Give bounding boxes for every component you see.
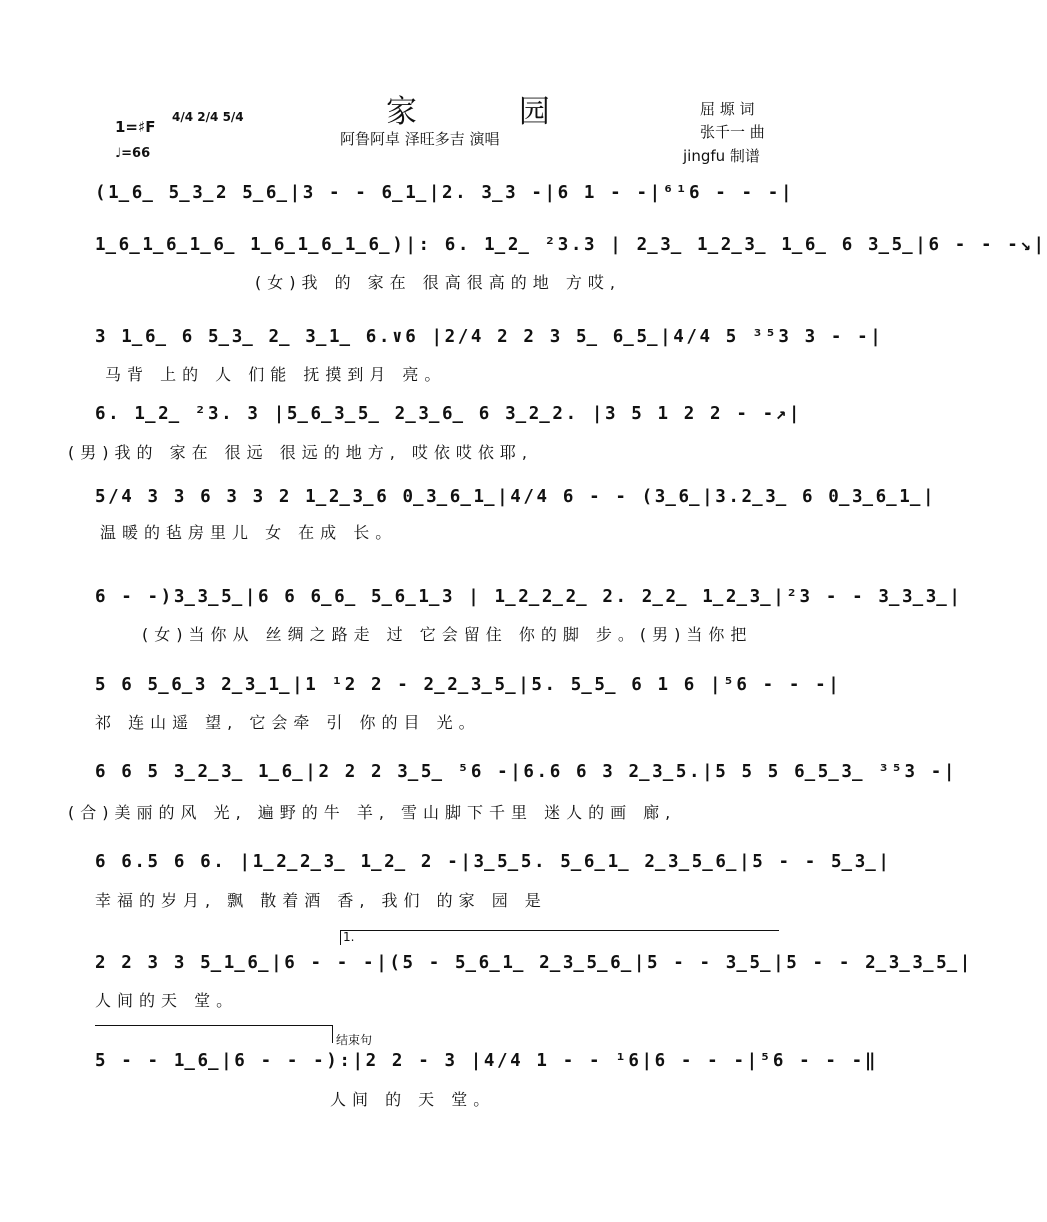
score-line-1: (1̲6̲ 5̲3̲2 5̲6̲|3 - - 6̲1̲|2. 3̲3 -|6 1 - -|⁶¹6 - - -| [95,183,795,203]
score-line-2: 1̲6̲1̲6̲1̲6̲ 1̲6̲1̲6̲1̲6̲)|: 6. 1̲2̲ ²3.3 | 2̲3̲ 1̲2̲3̲ 1̲6̲ 6 3̲5̲|6 - - -↘| [95,235,1047,255]
volta-bracket [340,930,779,945]
lyric-line-4: (男)我的 家在 很远 很远的地方, 哎依哎依耶, [68,443,534,462]
score-line-7: 5 6 5̲6̲3 2̲3̲1̲|1 ¹2 2 - 2̲2̲3̲5̲|5. 5̲5̲ 6 1 6 |⁵6 - - -| [95,675,842,695]
ending-divider [332,1025,333,1043]
score-line-10: 2 2 3 3 5̲1̲6̲|6 - - -|(5 - 5̲6̲1̲ 2̲3̲5̲6̲|5 - - 3̲5̲|5 - - 2̲3̲3̲5̲| [95,953,973,973]
score-line-11: 5 - - 1̲6̲|6 - - -):|2 2 - 3 |4/4 1 - - ¹6|6 - - -|⁵6 - - -‖ [95,1051,878,1071]
lyric-line-3: 马背 上的 人 们能 抚摸到月 亮。 [105,365,447,384]
time-signature-3: 5/4 [222,110,244,124]
coda-label: 结束句 [336,1033,373,1047]
time-signature-group [172,111,244,124]
lyric-line-10: 人间的天 堂。 [95,991,239,1010]
lyric-line-5: 温暖的毡房里儿 女 在成 长。 [100,523,398,542]
score-line-3: 3 1̲6̲ 6 5̲3̲ 2̲ 3̲1̲ 6.∨6 |2/4 2 2 3 5̲ 6̲5̲|4/4 5 ³⁵3 3 - -| [95,327,884,347]
score-line-6: 6 - -)3̲3̲5̲|6 6 6̲6̲ 5̲6̲1̲3 | 1̲2̲2̲2̲ 2. 2̲2̲ 1̲2̲3̲|²3 - - 3̲3̲3̲| [95,587,963,607]
lyric-line-9: 幸福的岁月, 飘 散着酒 香, 我们 的家 园 是 [95,891,547,910]
lyric-line-6: (女)当你从 丝绸之路走 过 它会留住 你的脚 步。(男)当你把 [142,625,753,644]
score-line-8: 6 6 5 3̲2̲3̲ 1̲6̲|2 2 2 3̲5̲ ⁵6 -|6.6 6 3 2̲3̲5.|5 5 5 6̲5̲3̲ ³⁵3 -| [95,762,958,782]
time-signature-2: 2/4 [197,110,219,124]
performers: 阿鲁阿卓 泽旺多吉 演唱 [340,130,500,148]
lyric-line-7: 祁 连山遥 望, 它会牵 引 你的目 光。 [95,713,481,732]
key-signature: 1=♯F [115,118,156,136]
volta-mark: 1. [343,930,355,944]
lyric-line-8: (合)美丽的风 光, 遍野的牛 羊, 雪山脚下千里 迷人的画 廊, [68,803,677,822]
score-line-4: 6. 1̲2̲ ²3. 3 |5̲6̲3̲5̲ 2̲3̲6̲ 6 3̲2̲2. |3 5 1 2 2 - -↗| [95,404,803,424]
tempo-marking: ♩=66 [115,146,151,161]
transcriber-credit: jingfu 制谱 [683,147,760,165]
composer-credit: 张千一 曲 [700,123,765,141]
score-line-9: 6 6.5 6 6. |1̲2̲2̲3̲ 1̲2̲ 2 -|3̲5̲5. 5̲6̲1̲ 2̲3̲5̲6̲|5 - - 5̲3̲| [95,852,892,872]
lyricist-credit: 屈 塬 词 [700,100,755,118]
lyric-line-2: (女)我 的 家在 很高很高的地 方哎, [255,273,621,292]
lyric-line-11: 人间 的 天 堂。 [330,1090,496,1109]
repeat-ending-rule [95,1025,333,1026]
time-signature-1: 4/4 [172,110,194,124]
song-title: 家 园 [386,94,596,130]
score-line-5: 5/4 3 3 6 3 3 2 1̲2̲3̲6 0̲3̲6̲1̲|4/4 6 - - (3̲6̲|3.2̲3̲ 6 0̲3̲6̲1̲| [95,487,937,507]
